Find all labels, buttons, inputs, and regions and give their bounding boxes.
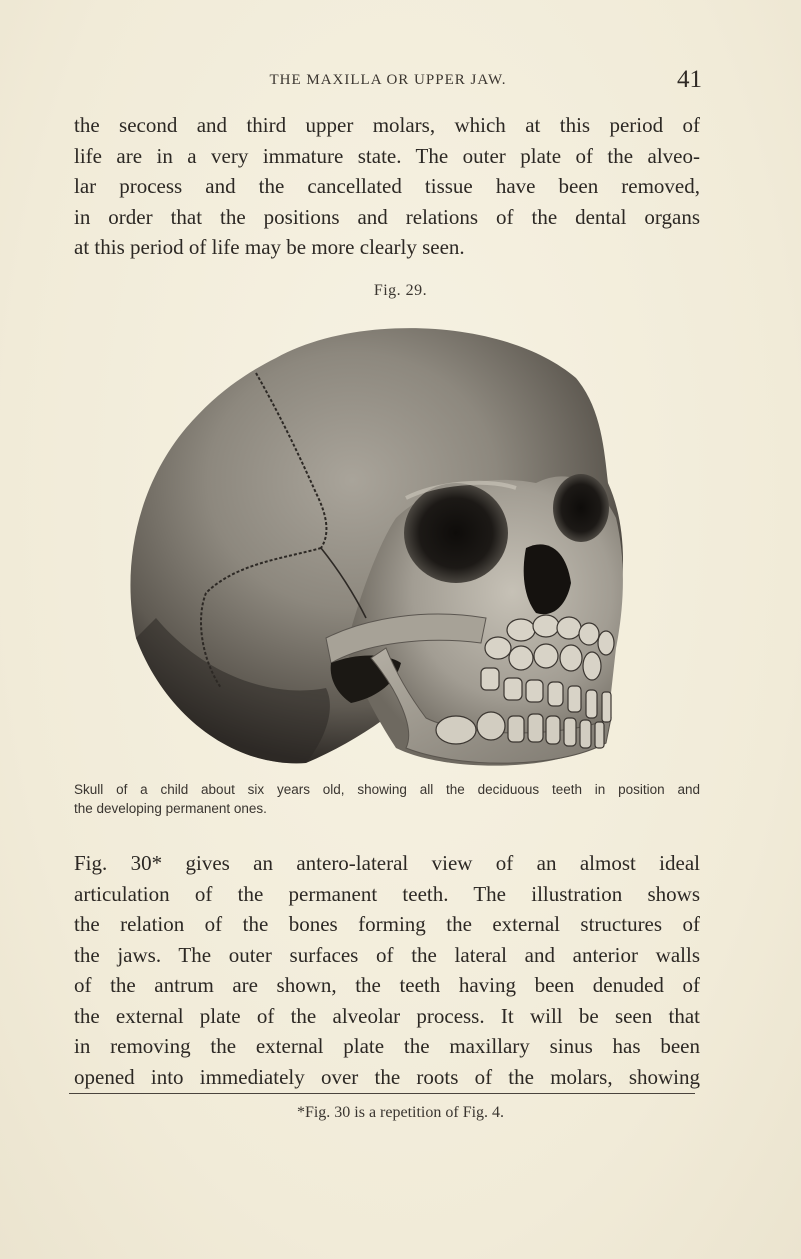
paragraph-2 (74, 848, 700, 1092)
text-line: articulation of the permanent teeth. The illustration shows (74, 881, 700, 906)
page-number: 41 (677, 66, 702, 93)
orbit (404, 483, 508, 583)
paragraph-1 (74, 110, 700, 263)
text-line: the external plate of the alveolar process. It will be seen that (74, 1003, 700, 1028)
text-line: in order that the positions and relations of the dental organs (74, 204, 700, 229)
running-title: THE MAXILLA OR UPPER JAW. (269, 72, 507, 88)
skull-figure (126, 318, 630, 773)
skull-illustration (126, 318, 630, 773)
text-line: the relation of the bones forming the external structures of (74, 912, 700, 936)
text-line: of the antrum are shown, the teeth having been denuded of (74, 973, 700, 997)
text-line: in removing the external plate the maxillary sinus has been (74, 1034, 700, 1058)
footnote: *Fig. 30 is a repetition of Fig. 4. (296, 1104, 505, 1121)
text-line: the jaws. The outer surfaces of the lateral and anterior walls (74, 942, 700, 967)
text-line: life are in a very immature state. The outer plate of the alveo- (74, 143, 700, 168)
footnote-rule (69, 1093, 695, 1094)
text-line: opened into immediately over the roots of the molars, showing (74, 1064, 700, 1089)
text-line: lar process and the cancellated tissue have been removed, (74, 174, 700, 198)
orbit-far (553, 474, 609, 542)
text-line: at this period of life may be more clearly seen. (74, 235, 465, 259)
running-head (74, 66, 702, 96)
caption-line: Skull of a child about six years old, showing all the deciduous teeth in position and (74, 782, 700, 797)
caption-line: the developing permanent ones. (74, 801, 267, 816)
text-line: Fig. 30* gives an antero-lateral view of an almost ideal (74, 851, 700, 875)
figure-label: Fig. 29. (373, 282, 428, 299)
figure-caption (74, 780, 700, 818)
text-line: the second and third upper molars, which at this period of (74, 113, 700, 137)
